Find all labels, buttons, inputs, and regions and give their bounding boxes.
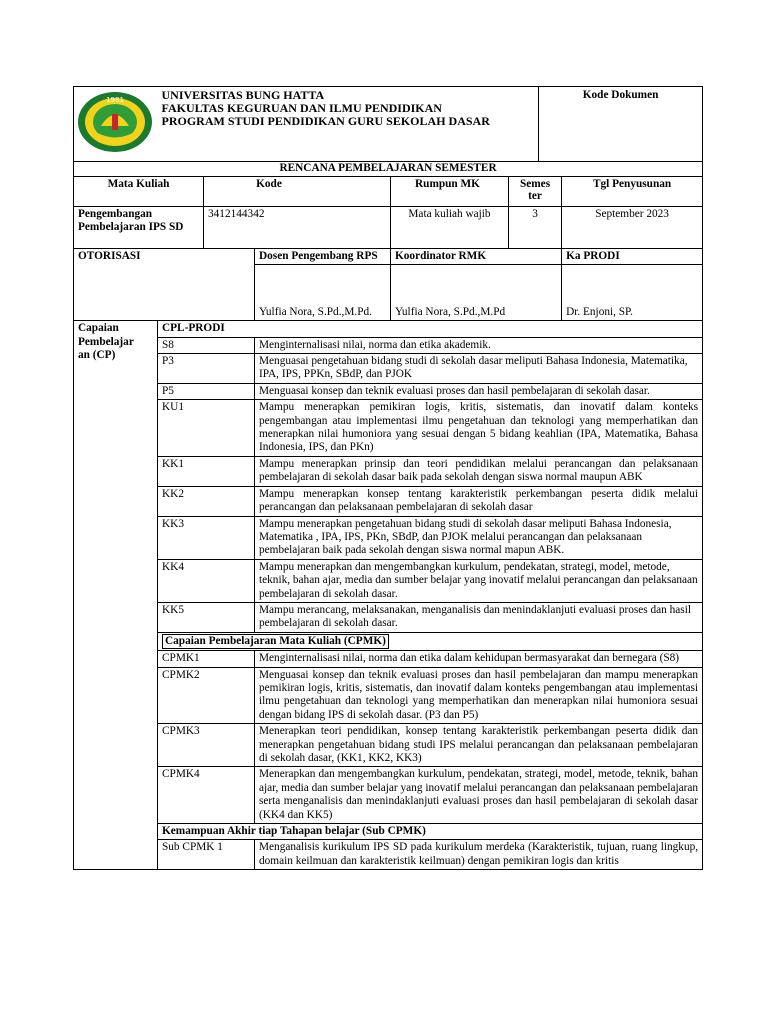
doc-code-cell <box>539 87 703 162</box>
role-dosen: Dosen Pengembang RPS <box>255 248 391 264</box>
name-koordinator: Yulfia Nora, S.Pd.,M.Pd <box>391 265 562 321</box>
sub-cpmk-text: Menganalisis kurikulum IPS SD pada kurikulum merdeka (Karakteristik, tujuan, ruang lingkup, domain keilmuan dan karakteristik keilmuan) dengan pemikiran logis dan kritis <box>255 840 703 870</box>
program-name: PROGRAM STUDI PENDIDIKAN GURU SEKOLAH DASAR <box>161 114 490 128</box>
university-logo-icon <box>76 90 154 154</box>
header-mata-kuliah: Mata Kuliah <box>74 176 204 206</box>
cpmk-code: CPMK4 <box>158 767 255 824</box>
cpl-text: Menguasai konsep dan teknik evaluasi proses dan hasil pembelajaran di sekolah dasar. <box>255 383 703 399</box>
cpl-text: Mampu menerapkan pengetahuan bidang studi di sekolah dasar meliputi Bahasa Indonesia, Matematika , IPA, IPS, PKn, SBdP, dan PJOK melalui perancangan dan pelaksanaan pembelajaran baik pada sekolah dengan siswa normal mapun ABK. <box>255 516 703 559</box>
logo-cell <box>74 87 158 162</box>
cpl-code: P5 <box>158 383 255 399</box>
cpl-code: KK1 <box>158 456 255 486</box>
cpl-text: Menguasai pengetahuan bidang studi di sekolah dasar meliputi Bahasa Indonesia, Matematika, IPA, IPS, PPKn, SBdP, dan PJOK <box>255 354 703 384</box>
cpl-row <box>74 337 703 353</box>
cpmk-text: Menerapkan teori pendidikan, konsep tentang karakteristik perkembangan peserta didik dan menerapkan pengetahuan bidang studi IPS melalui perancangan dan pelaksanaan pembelajaran di sekolah dasar, (KK1, KK2, KK3) <box>255 724 703 767</box>
doc-code-label: Kode Dokumen <box>582 89 659 101</box>
cpmk-heading: Capaian Pembelajaran Mata Kuliah (CPMK) <box>158 632 703 650</box>
cpl-code: P3 <box>158 354 255 384</box>
cpl-row <box>74 456 703 486</box>
cpmk-code: CPMK3 <box>158 724 255 767</box>
sub-cpmk-heading: Kemampuan Akhir tiap Tahapan belajar (Sub CPMK) <box>158 824 703 840</box>
sub-cpmk-row <box>74 840 703 870</box>
cp-label: Capaian Pembelajar an (CP) <box>74 321 158 870</box>
cpl-row <box>74 559 703 602</box>
role-kaprodi: Ka PRODI <box>562 248 703 264</box>
cpl-text: Menginternalisasi nilai, norma dan etika akademik. <box>255 337 703 353</box>
course-semester: 3 <box>509 206 562 248</box>
cpmk-code: CPMK1 <box>158 651 255 667</box>
cpl-code: KK2 <box>158 486 255 516</box>
rps-title: RENCANA PEMBELAJARAN SEMESTER <box>74 162 703 176</box>
rps-document <box>73 86 702 870</box>
cpl-row <box>74 486 703 516</box>
cpmk-row <box>74 724 703 767</box>
cpl-row <box>74 400 703 457</box>
header-kode: Kode <box>204 176 391 206</box>
role-koordinator: Koordinator RMK <box>391 248 562 264</box>
header-tgl: Tgl Penyusunan <box>562 176 703 206</box>
cpl-text: Mampu merancang, melaksanakan, menganalisis dan menindaklanjuti evaluasi proses dan hasil pembelajaran di sekolah dasar. <box>255 602 703 632</box>
faculty-name: FAKULTAS KEGURUAN DAN ILMU PENDIDIKAN <box>161 101 442 115</box>
cpl-code: KU1 <box>158 400 255 457</box>
header-semester: Semes ter <box>509 176 562 206</box>
cpmk-code: CPMK2 <box>158 667 255 724</box>
course-code: 3412144342 <box>204 206 391 248</box>
svg-text:1981: 1981 <box>106 96 124 104</box>
institution-header <box>158 87 539 162</box>
name-kaprodi: Dr. Enjoni, SP. <box>562 265 703 321</box>
cpl-text: Mampu menerapkan dan mengembangkan kurkulum, pendekatan, strategi, model, metode, teknik, bahan ajar, media dan sumber belajar yang inovatif melalui perancangan dan pelaksanaan pembelajaran di sekolah dasar. <box>255 559 703 602</box>
rps-table <box>73 86 703 870</box>
course-name: Pengembangan Pembelajaran IPS SD <box>74 206 204 248</box>
cpmk-row <box>74 667 703 724</box>
cpl-text: Mampu menerapkan prinsip dan teori pendidikan melalui perancangan dan pelaksanaan pembelajaran di sekolah dasar baik pada sekolah dengan siswa normal maupun ABK <box>255 456 703 486</box>
cpl-text: Mampu menerapkan pemikiran logis, kritis, sistematis, dan inovatif dalam konteks pengembangan atau implementasi ilmu pengetahuan dan teknologi yang memperhatikan dan menerapkan nilai humoniora yang sesuai dengan 5 bidang keahlian (IPA, Matematika, Bahasa Indonesia, IPS, dan PKn) <box>255 400 703 457</box>
university-name: UNIVERSITAS BUNG HATTA <box>161 88 325 102</box>
course-rumpun: Mata kuliah wajib <box>391 206 509 248</box>
cpmk-text: Menginternalisasi nilai, norma dan etika dalam kehidupan bermasyarakat dan bernegara (S8) <box>255 651 703 667</box>
course-date: September 2023 <box>562 206 703 248</box>
cpl-heading: CPL-PRODI <box>158 321 703 337</box>
cpl-row <box>74 383 703 399</box>
cpmk-text: Menguasai konsep dan teknik evaluasi proses dan hasil pembelajaran dan mampu menerapkan pemikiran logis, kritis, sistematis, dan inovatif dalam konteks pengembangan atau implementasi ilmu pengetahuan dan teknologi yang memperhatikan dan menerapkan nilai humoniora sesuai dengan bidang IPS di sekolah dasar. (P3 dan P5) <box>255 667 703 724</box>
cpl-row <box>74 516 703 559</box>
header-rumpun: Rumpun MK <box>391 176 509 206</box>
cpmk-row <box>74 767 703 824</box>
cpmk-text: Menerapkan dan mengembangkan kurkulum, pendekatan, strategi, model, metode, teknik, bahan ajar, media dan sumber belajar yang inovatif melalui perancangan dan pelaksanaan pembelajaran serta menganalisis dan menindaklanjuti evaluasi proses dan hasil pembelajaran di sekolah dasar (KK4 dan KK5) <box>255 767 703 824</box>
cpl-row <box>74 602 703 632</box>
cpl-text: Mampu menerapkan konsep tentang karakteristik perkembangan peserta didik melalui perancangan dan pelaksanaan pembelajaran di sekolah dasar <box>255 486 703 516</box>
cpl-code: KK5 <box>158 602 255 632</box>
cpmk-row <box>74 651 703 667</box>
sub-cpmk-code: Sub CPMK 1 <box>158 840 255 870</box>
otorisasi-label: OTORISASI <box>74 248 255 320</box>
cpl-row <box>74 354 703 384</box>
cpl-code: KK3 <box>158 516 255 559</box>
name-dosen: Yulfia Nora, S.Pd.,M.Pd. <box>255 265 391 321</box>
cpl-code: S8 <box>158 337 255 353</box>
cpl-code: KK4 <box>158 559 255 602</box>
